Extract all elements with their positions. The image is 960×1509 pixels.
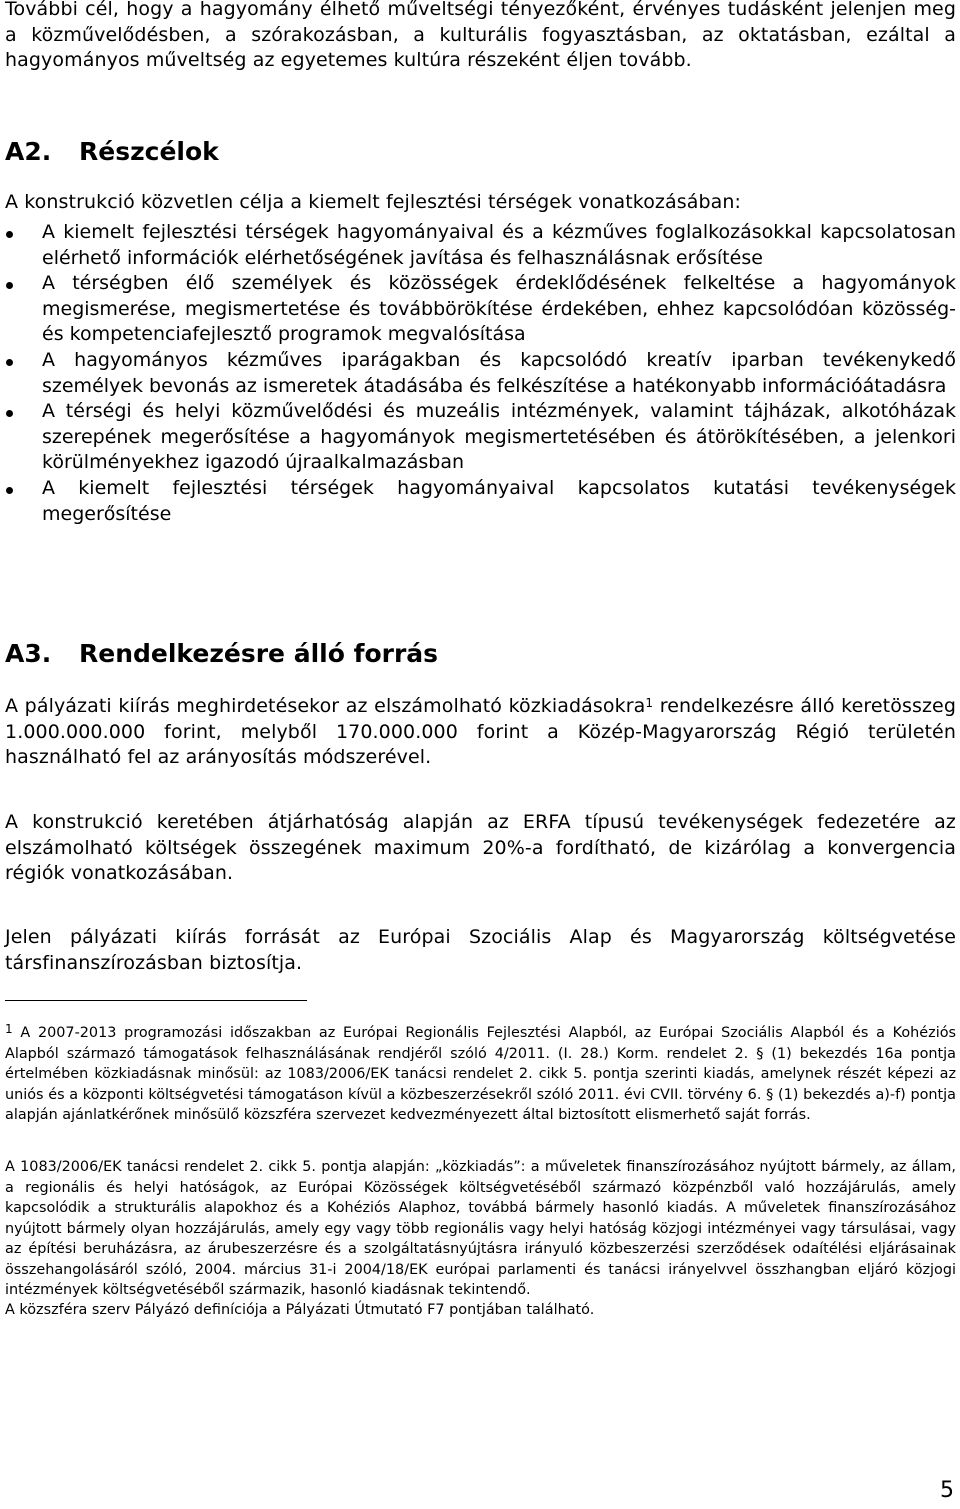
section-a2-lead: A konstrukció közvetlen célja a kiemelt fejlesztési térségek vonatkozásában: [5, 191, 742, 213]
erfa-paragraph: A konstrukció keretében átjárhatóság alapján az ERFA típusú tevékenységek fedezetére az elszámolható költségek összegének maximum 20%-a fordítható, de kizárólag a konvergencia régiók vonatkozásában. [5, 811, 956, 885]
list-item-text: A kiemelt fejlesztési térségek hagyományaival kapcsolatos kutatási tevékenységek megerősítése [42, 476, 956, 525]
section-a3-heading [5, 639, 438, 669]
funding-text-end: rendelkezésre álló keretösszeg 1.000.000.000 forint, melyből 170.000.000 forint a Közép-Magyarország Régió területén használható fel az arányosítás módszerével. [5, 695, 956, 769]
section-a2-heading [5, 137, 219, 167]
bullet-icon [6, 487, 13, 494]
footnote-1 [5, 1023, 956, 1126]
list-item [5, 220, 956, 271]
footnote-1-mark: 1 [5, 1022, 13, 1036]
footnote-separator [5, 1000, 307, 1001]
section-a2-number: A2. [5, 137, 52, 166]
footnote-ref-1[interactable]: 1 [645, 696, 654, 710]
list-item-text: A térségben élő személyek és közösségek érdeklődésének felkeltése a hagyományok megismerése, megismertetése és továbbörökítése érdekében, ehhez kapcsolódóan közösség- és kompetenciafejlesztő programok megvalósítása [42, 272, 956, 346]
section-a3-number: A3. [5, 639, 52, 668]
footnote-1-text: A 2007-2013 programozási időszakban az Európai Regionális Fejlesztési Alapból, az Európai Szociális Alapból és a Kohéziós Alapból származó támogatások felhasználásának rendjéről szóló 4/2011. (I. 28.) Korm. rendelet 2. § (1) bekezdés 16a pontja értelmében közkiadásnak minősül: az 1083/2006/EK tanácsi rendelet 2. cikk 5. pontja szerinti kiadás, amelynek részét képezi az uniós és a központi költségvetési támogatáson kívül a közbeszerzésekről szóló 2011. évi CVII. törvény 6. § (1) bekezdés a)-f) pontja alapján ajánlatkérőnek minősülő közszféra szervezet kedvezményezett által biztosított elismerhető saját forrás. [5, 1025, 956, 1123]
funding-paragraph [5, 694, 956, 771]
list-item [5, 399, 956, 476]
bullet-icon [6, 410, 13, 417]
intro-paragraph: További cél, hogy a hagyomány élhető műveltségi tényezőként, érvényes tudásként jelenjen meg a közművelődésben, a szórakozásban, a kulturális fogyasztásban, az oktatásban, ezáltal a hagyományos műveltség az egyetemes kultúra részeként éljen tovább. [5, 0, 956, 72]
list-item-text: A térségi és helyi közművelődési és muzeális intézmények, valamint tájházak, alkotóházak szerepének megerősítése a hagyományok megismertetésében és átörökítésében, a jelenkori körülményekhez igazodó újraalkalmazásban [42, 400, 956, 474]
page-number: 5 [940, 1478, 954, 1503]
section-a2-title: Részcélok [79, 137, 219, 166]
bullet-icon [6, 359, 13, 366]
footnote-2: A 1083/2006/EK tanácsi rendelet 2. cikk 5. pontja alapján: „közkiadás”: a műveletek finanszírozásához nyújtott bármely, az állam, a regionális és helyi hatóságok, az Európai Közösségek költségvetéséből származó közpénzből való hozzájárulás, amely kapcsolódik a strukturális alapokhoz és a Kohéziós Alaphoz, továbbá bármely hasonló kiadás. A műveletek finanszírozásához nyújtott bármely olyan hozzájárulás, amely egy vagy több regionális vagy helyi hatóság közjogi intézményei vagy társulásai, vagy az építési beruházásra, az árubeszerzésre és a szolgáltatásnyújtásra irányuló közbeszerzési szerződések odaítélési eljárásainak összehangolásáról szóló, 2004. március 31-i 2004/18/EK európai parlamenti és tanácsi irányelvvel összhangban eljáró közjogi intézmények költségvetéséből származik, hasonló kiadásnak tekintendő. [5, 1159, 956, 1298]
funding-text-start: A pályázati kiírás meghirdetésekor az elszámolható közkiadásokra [5, 695, 646, 717]
list-item [5, 476, 956, 527]
list-item-text: A kiemelt fejlesztési térségek hagyományaival és a kézműves foglalkozásokkal kapcsolatosan elérhető információk elérhetőségének javítása és felhasználásnak erősítése [42, 221, 956, 269]
objectives-list [5, 220, 956, 527]
list-item [5, 271, 956, 348]
bullet-icon [6, 282, 13, 289]
bullet-icon [6, 231, 13, 238]
list-item [5, 348, 956, 399]
list-item-text: A hagyományos kézműves iparágakban és kapcsolódó kreatív iparban tevékenykedő személyek bevonás az ismeretek átadásába és felkészítése a hatékonyabb információátadásra [42, 348, 956, 397]
section-a3-title: Rendelkezésre álló forrás [79, 639, 439, 668]
cofinancing-paragraph: Jelen pályázati kiírás forrását az Európai Szociális Alap és Magyarország költségvetése társfinanszírozásban biztosítja. [5, 926, 956, 974]
footnote-3: A közszféra szerv Pályázó definíciója a Pályázati Útmutató F7 pontjában található. [5, 1302, 595, 1318]
